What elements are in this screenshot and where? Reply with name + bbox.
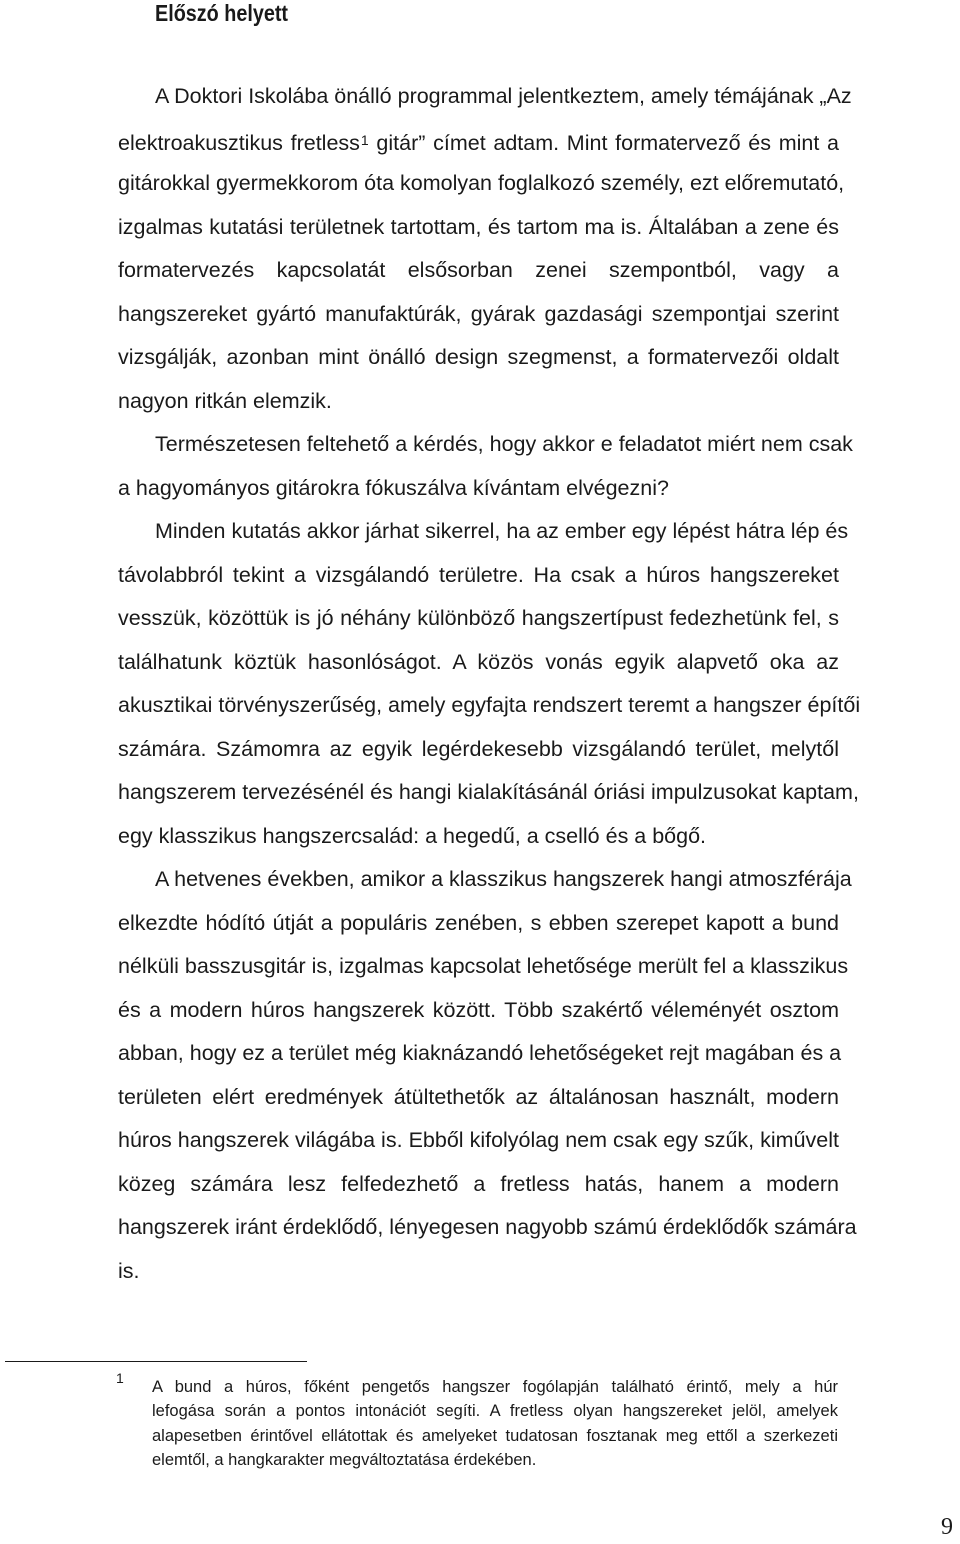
- text-line: Minden kutatás akkor járhat sikerrel, ha az ember egy lépést hátra lép és: [155, 519, 849, 543]
- text-line: hangszerek iránt érdeklődő, lényegesen nagyobb számú érdeklődők számára: [118, 1215, 857, 1239]
- footnote-divider: [5, 1361, 307, 1362]
- footnote-line: A bund a húros, főként pengetős hangszer fogólapján található érintő, mely a húr: [152, 1378, 838, 1396]
- footnote-line: lefogása során a pontos intonációt segíti. A fretless olyan hangszereket jelöl, amelyek: [152, 1402, 838, 1421]
- text-fragment: gitár” címet adtam. Mint formatervező és mint a: [376, 130, 839, 155]
- text-line: vizsgálják, azonban mint önálló design szegmenst, a formatervezői oldalt: [118, 345, 839, 369]
- text-line: és a modern húros hangszerek között. Több szakértő véleményét osztom: [118, 997, 839, 1022]
- text-line: Természetesen feltehető a kérdés, hogy akkor e feladatot miért nem csak: [155, 432, 853, 456]
- text-line: területen elért eredmények átültethetők az általánosan használt, modern: [118, 1084, 839, 1109]
- text-line: akusztikai törvényszerűség, amely egyfajta rendszert teremt a hangszer építői: [118, 693, 861, 717]
- body-text: [118, 75, 861, 1293]
- text-line: gitárokkal gyermekkorom óta komolyan foglalkozó személy, ezt előremutató,: [118, 171, 845, 195]
- text-line: izgalmas kutatási területnek tartottam, és tartom ma is. Általában a zene és: [118, 214, 839, 239]
- text-fragment: elektroakusztikus fretless: [118, 130, 360, 155]
- footnote-mark: 1: [116, 1370, 124, 1386]
- text-line: húros hangszerek világába is. Ebből kifolyólag nem csak egy szűk, kiművelt: [118, 1128, 839, 1152]
- footnote: [152, 1375, 838, 1473]
- text-line: közeg számára lesz felfedezhető a fretless hatás, hanem a modern: [118, 1171, 839, 1196]
- text-line: számára. Számomra az egyik legérdekesebb vizsgálandó terület, melytől: [118, 736, 839, 761]
- footnote-reference[interactable]: 1: [360, 131, 369, 148]
- text-line: a hagyományos gitárokra fókuszálva kívántam elvégezni?: [118, 475, 669, 500]
- text-line: is.: [118, 1258, 140, 1283]
- text-line: [118, 119, 839, 163]
- text-line: vesszük, közöttük is jó néhány különböző hangszertípust fedezhetünk fel, s: [118, 606, 839, 630]
- text-line: találhatunk köztük hasonlóságot. A közös vonás egyik alapvető oka az: [118, 649, 839, 674]
- text-line: A Doktori Iskolába önálló programmal jelentkeztem, amely témájának „Az: [155, 84, 852, 108]
- text-line: hangszereket gyártó manufaktúrák, gyárak gazdasági szempontjai szerint: [118, 301, 839, 326]
- text-line: A hetvenes években, amikor a klasszikus hangszerek hangi atmoszférája: [155, 867, 852, 891]
- text-line: egy klasszikus hangszercsalád: a hegedű, a cselló és a bőgő.: [118, 823, 707, 848]
- text-line: távolabbról tekint a vizsgálandó területre. Ha csak a húros hangszereket: [118, 562, 839, 587]
- text-line: formatervezés kapcsolatát elsősorban zenei szempontból, vagy a: [118, 258, 839, 282]
- footnote-line: elemtől, a hangkarakter megváltoztatása érdekében.: [152, 1451, 537, 1470]
- text-line: abban, hogy ez a terület még kiaknázandó lehetőségeket rejt magában és a: [118, 1041, 842, 1065]
- footnote-line: alapesetben érintővel ellátottak és amelyeket tudatosan fosztanak meg ettől a szerkezeti: [152, 1426, 838, 1445]
- text-line: hangszerem tervezésénél és hangi kialakításánál óriási impulzusokat kaptam,: [118, 780, 859, 804]
- text-line: elkezdte hódító útját a populáris zenében, s ebben szerepet kapott a bund: [118, 910, 839, 935]
- section-heading: Előszó helyett: [155, 0, 289, 26]
- page-number: 9: [941, 1514, 953, 1540]
- text-line: nélküli basszusgitár is, izgalmas kapcsolat lehetősége merült fel a klasszikus: [118, 954, 849, 978]
- text-line: nagyon ritkán elemzik.: [118, 388, 332, 413]
